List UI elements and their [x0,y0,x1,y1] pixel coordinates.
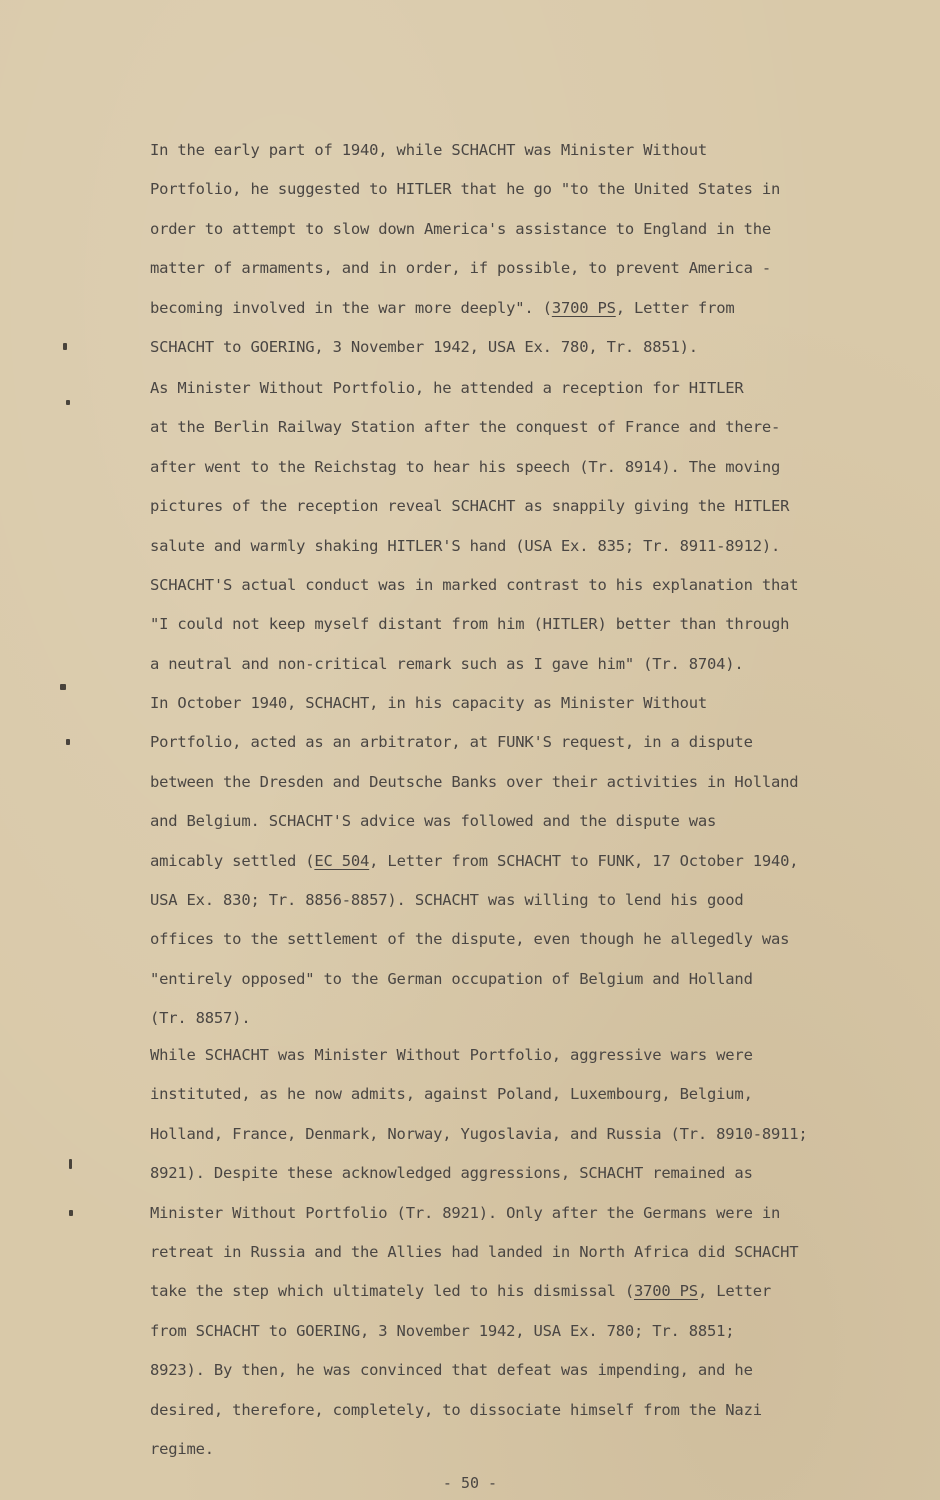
text-line [150,131,850,170]
text-run: a neutral and non-critical remark such as I gave him" (Tr. 8704). [150,654,744,673]
text-line [150,1194,850,1233]
paragraph-4 [150,1036,850,1469]
page-number: - 50 - [442,1474,498,1492]
text-line [150,881,850,920]
margin-speck [63,343,67,350]
text-run: and Belgium. SCHACHT'S advice was followed and the dispute was [150,812,717,831]
paragraph-1 [150,131,850,367]
text-line [150,723,850,762]
text-line [150,605,850,644]
text-run: 8923). By then, he was convinced that defeat was impending, and he [150,1361,753,1380]
text-run: matter of armaments, and in order, if possible, to prevent America - [150,259,771,278]
text-line [150,1154,850,1193]
text-line [150,1391,850,1430]
text-run: SCHACHT'S actual conduct was in marked contrast to his explanation that [150,576,799,595]
exhibit-reference: 3700 PS [551,298,616,317]
margin-speck [66,400,70,405]
text-line [150,1233,850,1272]
margin-speck [60,684,66,690]
text-line [150,289,850,328]
paragraph-2 [150,369,850,684]
text-run: regime. [150,1440,214,1459]
text-line [150,1430,850,1469]
text-line [150,408,850,447]
text-line [150,369,850,408]
text-run: In October 1940, SCHACHT, in his capacity as Minister Without [150,694,708,712]
text-run: between the Dresden and Deutsche Banks over their activities in Holland [150,772,799,791]
text-run: offices to the settlement of the dispute, even though he allegedly was [150,930,790,949]
text-run: USA Ex. 830; Tr. 8856-8857). SCHACHT was willing to lend his good [150,891,744,910]
text-run: While SCHACHT was Minister Without Portfolio, aggressive wars were [150,1046,753,1064]
text-line [150,645,850,684]
text-run: Minister Without Portfolio (Tr. 8921). Only after the Germans were in [150,1203,781,1222]
text-line [150,802,850,841]
text-run: salute and warmly shaking HITLER'S hand (USA Ex. 835; Tr. 8911-8912). [150,536,781,555]
text-run: after went to the Reichstag to hear his speech (Tr. 8914). The moving [150,457,781,476]
text-run: Holland, France, Denmark, Norway, Yugoslavia, and Russia (Tr. 8910-8911; [150,1124,808,1143]
exhibit-reference: 3700 PS [634,1282,698,1301]
paragraph-3 [150,684,850,1039]
margin-speck [66,739,70,745]
text-run: becoming involved in the war more deeply". ( [150,298,552,317]
text-run: from SCHACHT to GOERING, 3 November 1942, USA Ex. 780; Tr. 8851; [150,1321,735,1340]
text-line [150,1115,850,1154]
text-run: at the Berlin Railway Station after the conquest of France and there- [150,418,781,437]
text-run: amicably settled ( [150,851,315,870]
text-line [150,170,850,209]
text-line [150,487,850,526]
text-line [150,249,850,288]
text-run: 8921). Despite these acknowledged aggressions, SCHACHT remained as [150,1164,753,1183]
text-run: , Letter from SCHACHT to FUNK, 17 October 1940, [369,851,799,870]
exhibit-reference: EC 504 [314,851,370,870]
text-line [150,566,850,605]
text-line [150,960,850,999]
text-run: (Tr. 8857). [150,1009,251,1028]
text-run: instituted, as he now admits, against Poland, Luxembourg, Belgium, [150,1085,753,1104]
text-run: Portfolio, acted as an arbitrator, at FUNK'S request, in a dispute [150,733,753,752]
text-run: SCHACHT to GOERING, 3 November 1942, USA Ex. 780, Tr. 8851). [150,338,698,357]
text-line [150,1312,850,1351]
text-line [150,1272,850,1311]
text-run: In the early part of 1940, while SCHACHT was Minister Without [150,141,708,159]
text-line [150,999,850,1038]
text-run: "I could not keep myself distant from him (HITLER) better than through [150,615,790,634]
text-line [150,1351,850,1390]
text-run: desired, therefore, completely, to dissociate himself from the Nazi [150,1400,762,1419]
text-line [150,684,850,723]
text-line [150,842,850,881]
text-run: order to attempt to slow down America's assistance to England in the [150,219,771,238]
text-run: , Letter [697,1282,771,1301]
text-run: As Minister Without Portfolio, he attended a reception for HITLER [150,379,744,397]
text-run: "entirely opposed" to the German occupation of Belgium and Holland [150,969,753,988]
text-line [150,210,850,249]
text-line [150,1036,850,1075]
text-run: pictures of the reception reveal SCHACHT as snappily giving the HITLER [150,497,790,516]
text-line [150,328,850,367]
text-line [150,763,850,802]
margin-speck [69,1159,72,1169]
text-run: Portfolio, he suggested to HITLER that he go "to the United States in [150,180,781,199]
text-run: take the step which ultimately led to his dismissal ( [150,1282,634,1301]
text-run: , Letter from [615,298,735,317]
text-line [150,448,850,487]
text-line [150,1075,850,1114]
text-run: retreat in Russia and the Allies had landed in North Africa did SCHACHT [150,1243,799,1262]
text-line [150,527,850,566]
margin-speck [69,1210,73,1216]
text-line [150,920,850,959]
